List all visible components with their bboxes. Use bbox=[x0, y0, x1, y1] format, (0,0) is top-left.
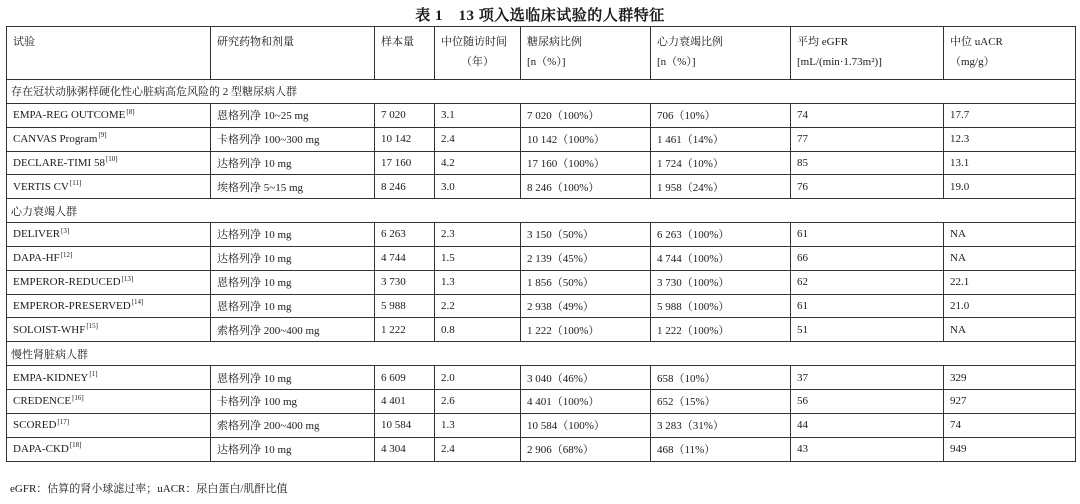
diabetes-cell bbox=[521, 413, 651, 437]
table-row bbox=[7, 103, 1076, 127]
reference-mark: [12] bbox=[60, 250, 73, 259]
heart-failure-cell-text: 706（10%） bbox=[657, 110, 716, 123]
egfr-cell bbox=[791, 413, 944, 437]
followup-cell bbox=[435, 270, 521, 294]
uacr-cell bbox=[944, 223, 1076, 247]
table-row bbox=[7, 151, 1076, 175]
heart-failure-cell bbox=[651, 151, 791, 175]
sample-cell bbox=[375, 318, 435, 342]
egfr-cell-text: 43 bbox=[797, 443, 808, 456]
header-followup: 中位随访时间 （年） bbox=[435, 27, 521, 80]
table-row bbox=[7, 318, 1076, 342]
heart-failure-cell bbox=[651, 366, 791, 390]
heart-failure-cell-text: 4 744（100%） bbox=[657, 253, 730, 266]
diabetes-cell bbox=[521, 294, 651, 318]
trial-cell-text: SOLOIST-WHF bbox=[13, 323, 86, 336]
sample-cell bbox=[375, 413, 435, 437]
table-row bbox=[7, 389, 1076, 413]
drug-cell bbox=[211, 151, 375, 175]
header-egfr: 平均 eGFR [mL/(min·1.73m²)] bbox=[791, 27, 944, 80]
egfr-cell bbox=[791, 103, 944, 127]
uacr-cell bbox=[944, 437, 1076, 461]
uacr-cell bbox=[944, 151, 1076, 175]
uacr-cell-text: 13.1 bbox=[950, 156, 970, 169]
diabetes-cell bbox=[521, 318, 651, 342]
reference-mark: [18] bbox=[69, 441, 82, 450]
uacr-cell-text: 12.3 bbox=[950, 133, 970, 146]
trial-cell bbox=[7, 103, 211, 127]
heart-failure-cell bbox=[651, 294, 791, 318]
egfr-cell bbox=[791, 127, 944, 151]
trial-cell bbox=[7, 389, 211, 413]
reference-mark: [10] bbox=[105, 155, 118, 164]
drug-cell bbox=[211, 437, 375, 461]
sample-cell bbox=[375, 246, 435, 270]
diabetes-cell-text: 10 142（100%） bbox=[527, 134, 605, 147]
header-trial: 试验 bbox=[7, 27, 211, 80]
followup-cell bbox=[435, 437, 521, 461]
heart-failure-cell-text: 3 283（31%） bbox=[657, 420, 724, 433]
sample-cell bbox=[375, 175, 435, 199]
diabetes-cell bbox=[521, 246, 651, 270]
header-sample: 样本量 bbox=[375, 27, 435, 80]
sample-cell bbox=[375, 366, 435, 390]
diabetes-cell-text: 17 160（100%） bbox=[527, 157, 605, 170]
diabetes-cell-text: 4 401（100%） bbox=[527, 396, 600, 409]
heart-failure-cell-text: 1 958（24%） bbox=[657, 181, 724, 194]
diabetes-cell bbox=[521, 151, 651, 175]
diabetes-cell-text: 1 222（100%） bbox=[527, 324, 600, 337]
heart-failure-cell-text: 3 730（100%） bbox=[657, 277, 730, 290]
drug-cell bbox=[211, 413, 375, 437]
diabetes-cell-text: 2 906（68%） bbox=[527, 444, 594, 457]
egfr-cell-text: 85 bbox=[797, 156, 808, 169]
drug-cell-text: 恩格列净 10 mg bbox=[217, 301, 292, 314]
egfr-cell-text: 61 bbox=[797, 300, 808, 313]
reference-mark: [13] bbox=[121, 274, 134, 283]
table-row bbox=[7, 366, 1076, 390]
egfr-cell-text: 56 bbox=[797, 395, 808, 408]
drug-cell-text: 恩格列净 10 mg bbox=[217, 277, 292, 290]
heart-failure-cell-text: 6 263（100%） bbox=[657, 229, 730, 242]
trial-cell bbox=[7, 413, 211, 437]
trial-cell-text: DAPA-CKD bbox=[13, 443, 69, 456]
table-row bbox=[7, 127, 1076, 151]
followup-cell-text: 2.3 bbox=[441, 228, 455, 241]
uacr-cell-text: 927 bbox=[950, 395, 967, 408]
followup-cell-text: 2.0 bbox=[441, 371, 455, 384]
heart-failure-cell bbox=[651, 318, 791, 342]
trial-cell-text: EMPEROR-REDUCED bbox=[13, 276, 121, 289]
drug-cell bbox=[211, 294, 375, 318]
diabetes-cell bbox=[521, 270, 651, 294]
egfr-cell-text: 61 bbox=[797, 228, 808, 241]
diabetes-cell bbox=[521, 437, 651, 461]
sample-cell-text: 10 142 bbox=[381, 133, 412, 146]
header-heart-failure: 心力衰竭比例 [n（%）] bbox=[651, 27, 791, 80]
trial-cell-text: CANVAS Program bbox=[13, 133, 98, 146]
sample-cell-text: 4 744 bbox=[381, 252, 406, 265]
sample-cell bbox=[375, 223, 435, 247]
table-title: 表 1 13 项入选临床试验的人群特征 bbox=[415, 8, 665, 24]
characteristics-table bbox=[6, 26, 1076, 462]
trial-cell-text: SCORED bbox=[13, 419, 57, 432]
diabetes-cell-text: 3 040（46%） bbox=[527, 372, 594, 385]
uacr-cell bbox=[944, 127, 1076, 151]
egfr-cell bbox=[791, 437, 944, 461]
reference-mark: [9] bbox=[98, 131, 107, 140]
sample-cell bbox=[375, 151, 435, 175]
followup-cell-text: 0.8 bbox=[441, 323, 455, 336]
diabetes-cell bbox=[521, 389, 651, 413]
reference-mark: [3] bbox=[61, 226, 70, 235]
trial-cell-text: DECLARE-TIMI 58 bbox=[13, 156, 105, 169]
egfr-cell bbox=[791, 223, 944, 247]
trial-cell bbox=[7, 437, 211, 461]
reference-mark: [17] bbox=[57, 417, 70, 426]
followup-cell bbox=[435, 103, 521, 127]
trial-cell bbox=[7, 175, 211, 199]
sample-cell-text: 5 988 bbox=[381, 300, 406, 313]
trial-cell-text: DAPA-HF bbox=[13, 252, 60, 265]
reference-mark: [15] bbox=[86, 322, 98, 331]
egfr-cell bbox=[791, 294, 944, 318]
sample-cell-text: 6 263 bbox=[381, 228, 406, 241]
table-row bbox=[7, 223, 1076, 247]
sample-cell-text: 17 160 bbox=[381, 156, 412, 169]
group-label: 慢性肾脏病人群 bbox=[7, 342, 1076, 366]
group-row bbox=[7, 80, 1076, 104]
egfr-cell bbox=[791, 151, 944, 175]
table-row bbox=[7, 246, 1076, 270]
sample-cell bbox=[375, 389, 435, 413]
egfr-cell-text: 37 bbox=[797, 371, 808, 384]
drug-cell-text: 达格列净 10 mg bbox=[217, 444, 292, 457]
heart-failure-cell bbox=[651, 223, 791, 247]
sample-cell-text: 1 222 bbox=[381, 323, 406, 336]
sample-cell-text: 8 246 bbox=[381, 180, 406, 193]
drug-cell bbox=[211, 223, 375, 247]
trial-cell bbox=[7, 294, 211, 318]
egfr-cell bbox=[791, 318, 944, 342]
drug-cell-text: 卡格列净 100~300 mg bbox=[217, 134, 320, 147]
drug-cell-text: 恩格列净 10 mg bbox=[217, 372, 292, 385]
trial-cell bbox=[7, 127, 211, 151]
trial-cell-text: DELIVER bbox=[13, 228, 61, 241]
uacr-cell-text: 74 bbox=[950, 419, 961, 432]
table-row bbox=[7, 270, 1076, 294]
uacr-cell bbox=[944, 103, 1076, 127]
followup-cell bbox=[435, 175, 521, 199]
uacr-cell-text: 22.1 bbox=[950, 276, 970, 289]
sample-cell bbox=[375, 127, 435, 151]
followup-cell bbox=[435, 366, 521, 390]
egfr-cell bbox=[791, 270, 944, 294]
followup-cell bbox=[435, 389, 521, 413]
header-row bbox=[7, 27, 1076, 80]
egfr-cell-text: 51 bbox=[797, 323, 808, 336]
group-row bbox=[7, 199, 1076, 223]
sample-cell bbox=[375, 103, 435, 127]
drug-cell bbox=[211, 270, 375, 294]
followup-cell-text: 1.5 bbox=[441, 252, 455, 265]
egfr-cell-text: 76 bbox=[797, 180, 808, 193]
drug-cell-text: 埃格列净 5~15 mg bbox=[217, 181, 304, 194]
heart-failure-cell bbox=[651, 103, 791, 127]
egfr-cell bbox=[791, 366, 944, 390]
diabetes-cell bbox=[521, 127, 651, 151]
reference-mark: [8] bbox=[126, 107, 135, 116]
followup-cell-text: 1.3 bbox=[441, 276, 455, 289]
egfr-cell-text: 66 bbox=[797, 252, 808, 265]
heart-failure-cell-text: 1 724（10%） bbox=[657, 157, 724, 170]
header-drug: 研究药物和剂量 bbox=[211, 27, 375, 80]
followup-cell-text: 3.1 bbox=[441, 109, 455, 122]
uacr-cell-text: NA bbox=[950, 252, 966, 265]
uacr-cell-text: 17.7 bbox=[950, 109, 970, 122]
header-uacr: 中位 uACR （mg/g） bbox=[944, 27, 1076, 80]
followup-cell-text: 1.3 bbox=[441, 419, 455, 432]
table-row bbox=[7, 437, 1076, 461]
trial-cell bbox=[7, 246, 211, 270]
trial-cell-text: CREDENCE bbox=[13, 395, 72, 408]
uacr-cell bbox=[944, 175, 1076, 199]
table-row bbox=[7, 294, 1076, 318]
sample-cell-text: 10 584 bbox=[381, 419, 412, 432]
trial-cell-text: EMPA-REG OUTCOME bbox=[13, 109, 126, 122]
uacr-cell-text: 19.0 bbox=[950, 180, 970, 193]
trial-cell bbox=[7, 366, 211, 390]
sample-cell-text: 4 304 bbox=[381, 443, 406, 456]
egfr-cell bbox=[791, 389, 944, 413]
followup-cell-text: 3.0 bbox=[441, 180, 455, 193]
table-row bbox=[7, 175, 1076, 199]
heart-failure-cell-text: 658（10%） bbox=[657, 372, 716, 385]
uacr-cell bbox=[944, 246, 1076, 270]
uacr-cell-text: NA bbox=[950, 228, 966, 241]
heart-failure-cell bbox=[651, 270, 791, 294]
followup-cell bbox=[435, 127, 521, 151]
heart-failure-cell-text: 1 461（14%） bbox=[657, 134, 724, 147]
egfr-cell bbox=[791, 246, 944, 270]
uacr-cell-text: 949 bbox=[950, 443, 967, 456]
sample-cell-text: 4 401 bbox=[381, 395, 406, 408]
followup-cell-text: 4.2 bbox=[441, 156, 455, 169]
egfr-cell-text: 62 bbox=[797, 276, 808, 289]
diabetes-cell-text: 10 584（100%） bbox=[527, 420, 605, 433]
diabetes-cell-text: 8 246（100%） bbox=[527, 181, 600, 194]
drug-cell-text: 达格列净 10 mg bbox=[217, 229, 292, 242]
followup-cell-text: 2.4 bbox=[441, 443, 455, 456]
table-row bbox=[7, 413, 1076, 437]
trial-cell bbox=[7, 270, 211, 294]
uacr-cell-text: 21.0 bbox=[950, 300, 970, 313]
uacr-cell-text: NA bbox=[950, 323, 966, 336]
reference-mark: [14] bbox=[131, 298, 144, 307]
egfr-cell-text: 44 bbox=[797, 419, 808, 432]
sample-cell-text: 7 020 bbox=[381, 109, 406, 122]
heart-failure-cell bbox=[651, 127, 791, 151]
drug-cell bbox=[211, 389, 375, 413]
trial-cell bbox=[7, 151, 211, 175]
drug-cell-text: 索格列净 200~400 mg bbox=[217, 420, 320, 433]
heart-failure-cell bbox=[651, 246, 791, 270]
drug-cell bbox=[211, 103, 375, 127]
diabetes-cell-text: 1 856（50%） bbox=[527, 277, 594, 290]
drug-cell-text: 索格列净 200~400 mg bbox=[217, 324, 320, 337]
diabetes-cell-text: 2 938（49%） bbox=[527, 301, 594, 314]
heart-failure-cell bbox=[651, 437, 791, 461]
drug-cell bbox=[211, 318, 375, 342]
sample-cell-text: 6 609 bbox=[381, 371, 406, 384]
trial-cell-text: EMPA-KIDNEY bbox=[13, 371, 89, 384]
sample-cell-text: 3 730 bbox=[381, 276, 406, 289]
uacr-cell bbox=[944, 270, 1076, 294]
followup-cell bbox=[435, 151, 521, 175]
egfr-cell-text: 74 bbox=[797, 109, 808, 122]
group-label: 存在冠状动脉粥样硬化性心脏病高危风险的 2 型糖尿病人群 bbox=[7, 80, 1076, 104]
trial-cell bbox=[7, 223, 211, 247]
heart-failure-cell bbox=[651, 175, 791, 199]
diabetes-cell bbox=[521, 175, 651, 199]
diabetes-cell-text: 3 150（50%） bbox=[527, 229, 594, 242]
uacr-cell bbox=[944, 294, 1076, 318]
drug-cell-text: 卡格列净 100 mg bbox=[217, 396, 298, 409]
followup-cell-text: 2.4 bbox=[441, 133, 455, 146]
diabetes-cell bbox=[521, 366, 651, 390]
drug-cell-text: 达格列净 10 mg bbox=[217, 157, 292, 170]
followup-cell bbox=[435, 294, 521, 318]
reference-mark: [11] bbox=[69, 179, 82, 188]
heart-failure-cell-text: 1 222（100%） bbox=[657, 324, 730, 337]
uacr-cell-text: 329 bbox=[950, 371, 967, 384]
drug-cell-text: 恩格列净 10~25 mg bbox=[217, 110, 309, 123]
followup-cell-text: 2.2 bbox=[441, 300, 455, 313]
egfr-cell-text: 77 bbox=[797, 133, 808, 146]
egfr-cell bbox=[791, 175, 944, 199]
drug-cell bbox=[211, 246, 375, 270]
group-label: 心力衰竭人群 bbox=[7, 199, 1076, 223]
sample-cell bbox=[375, 437, 435, 461]
heart-failure-cell-text: 468（11%） bbox=[657, 444, 716, 457]
diabetes-cell bbox=[521, 223, 651, 247]
header-diabetes: 糖尿病比例 [n（%）] bbox=[521, 27, 651, 80]
uacr-cell bbox=[944, 366, 1076, 390]
heart-failure-cell-text: 652（15%） bbox=[657, 396, 716, 409]
reference-mark: [1] bbox=[89, 369, 98, 378]
followup-cell-text: 2.6 bbox=[441, 395, 455, 408]
uacr-cell bbox=[944, 413, 1076, 437]
trial-cell-text: EMPEROR-PRESERVED bbox=[13, 300, 131, 313]
drug-cell bbox=[211, 127, 375, 151]
reference-mark: [16] bbox=[72, 393, 84, 402]
heart-failure-cell bbox=[651, 413, 791, 437]
heart-failure-cell bbox=[651, 389, 791, 413]
diabetes-cell bbox=[521, 103, 651, 127]
trial-cell-text: VERTIS CV bbox=[13, 180, 69, 193]
table-footnote: eGFR：估算的肾小球滤过率；uACR：尿白蛋白/肌酐比值 bbox=[10, 483, 288, 495]
heart-failure-cell-text: 5 988（100%） bbox=[657, 301, 730, 314]
drug-cell bbox=[211, 366, 375, 390]
diabetes-cell-text: 7 020（100%） bbox=[527, 110, 600, 123]
sample-cell bbox=[375, 270, 435, 294]
drug-cell-text: 达格列净 10 mg bbox=[217, 253, 292, 266]
uacr-cell bbox=[944, 389, 1076, 413]
diabetes-cell-text: 2 139（45%） bbox=[527, 253, 594, 266]
uacr-cell bbox=[944, 318, 1076, 342]
followup-cell bbox=[435, 318, 521, 342]
followup-cell bbox=[435, 246, 521, 270]
trial-cell bbox=[7, 318, 211, 342]
followup-cell bbox=[435, 413, 521, 437]
followup-cell bbox=[435, 223, 521, 247]
sample-cell bbox=[375, 294, 435, 318]
drug-cell bbox=[211, 175, 375, 199]
group-row bbox=[7, 342, 1076, 366]
